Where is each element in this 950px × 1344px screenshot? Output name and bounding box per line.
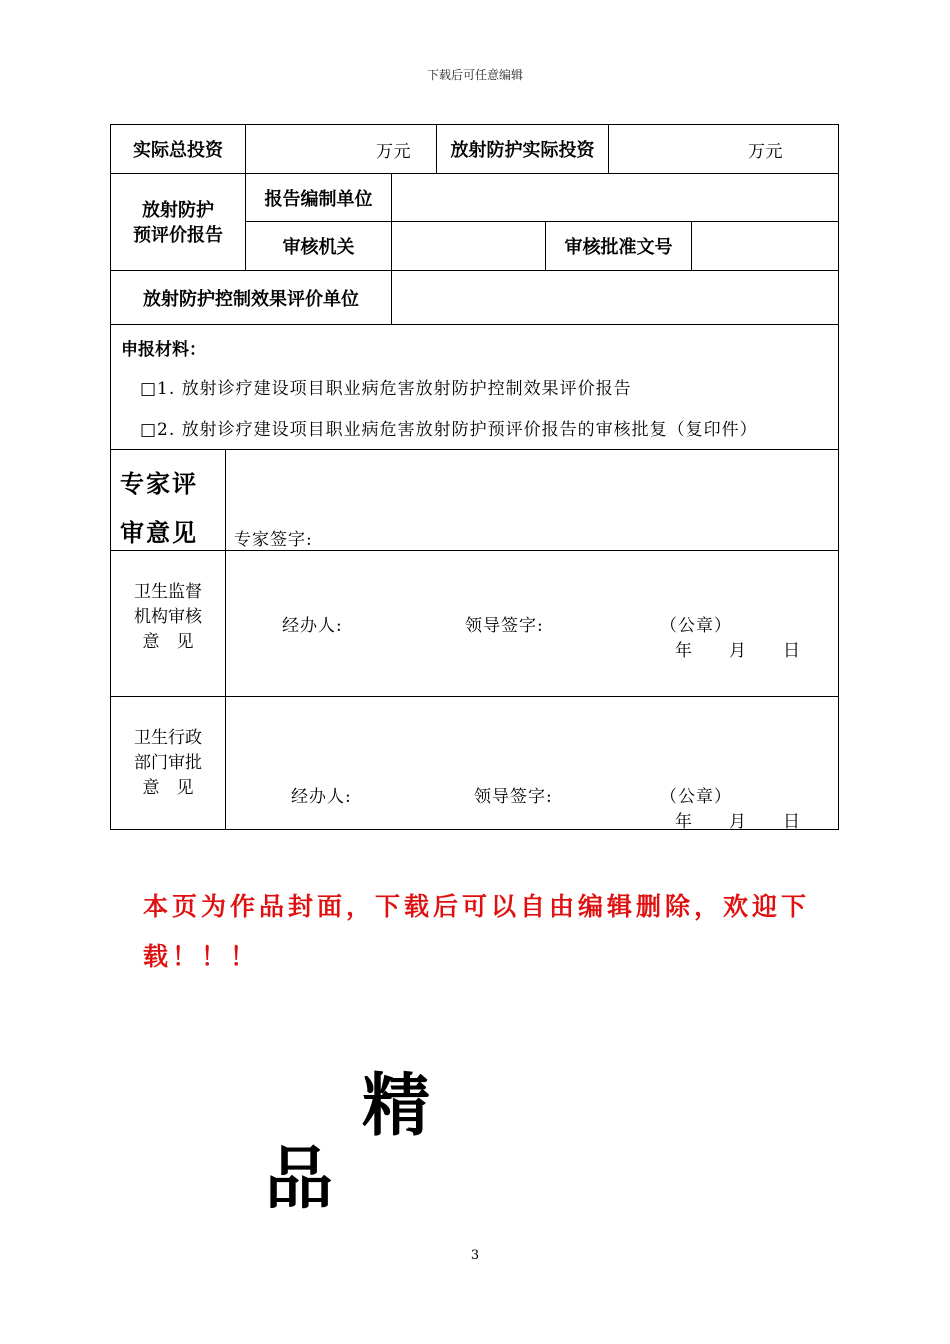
admin-label-line2: 部门审批: [134, 753, 202, 773]
radiation-investment-unit: 万元: [748, 141, 783, 162]
expert-review-label: [120, 460, 198, 558]
material-item-2: □2. 放射诊疗建设项目职业病危害放射防护预评价报告的审核批复（复印件）: [140, 420, 758, 440]
cover-notice-line2: 载！！！: [143, 942, 260, 971]
supervision-label: [111, 580, 225, 655]
audit-org-label: 审核机关: [282, 237, 355, 258]
cover-notice: [143, 882, 833, 982]
big-character-jing: 精: [362, 1067, 431, 1146]
material-item-1: □1. 放射诊疗建设项目职业病危害放射防护控制效果评价报告: [140, 379, 632, 399]
application-form-table: [110, 124, 839, 830]
admin-handler: 经办人:: [291, 787, 352, 807]
admin-seal: （公章）: [660, 787, 732, 807]
admin-date: 年 月 日: [675, 812, 801, 832]
supervision-handler: 经办人:: [282, 616, 343, 636]
page-number: 3: [470, 1248, 480, 1263]
radiation-investment-label: 放射防护实际投资: [450, 140, 595, 161]
admin-label-line1: 卫生行政: [134, 728, 202, 748]
supervision-leader-signature: 领导签字:: [465, 616, 544, 636]
report-unit-label: 报告编制单位: [264, 188, 373, 210]
total-investment-label: 实际总投资: [133, 140, 223, 161]
expert-review-label-line2: 审意见: [120, 519, 198, 547]
cover-notice-line1: 本页为作品封面，下载后可以自由编辑删除，欢迎下: [143, 892, 811, 921]
header-note: 下载后可任意编辑: [426, 68, 523, 82]
control-eval-unit-label: 放射防护控制效果评价单位: [143, 288, 359, 310]
pre-eval-label-line2: 预评价报告: [133, 225, 223, 246]
approval-doc-label: 审核批准文号: [564, 237, 673, 258]
admin-label-line3: 意 见: [142, 778, 194, 798]
total-investment-unit: 万元: [376, 141, 411, 162]
supervision-label-line1: 卫生监督: [134, 582, 202, 602]
expert-review-label-line1: 专家评: [120, 470, 198, 498]
supervision-date: 年 月 日: [675, 641, 801, 661]
pre-eval-label-line1: 放射防护: [142, 200, 214, 221]
big-character-pin: 品: [265, 1140, 334, 1219]
supervision-label-line2: 机构审核: [134, 607, 202, 627]
expert-signature: 专家签字:: [234, 530, 313, 550]
supervision-seal: （公章）: [660, 616, 732, 636]
pre-eval-label: [111, 198, 245, 248]
admin-leader-signature: 领导签字:: [474, 787, 553, 807]
supervision-label-line3: 意 见: [142, 632, 194, 652]
materials-label: 申报材料：: [121, 340, 206, 360]
admin-label: [111, 726, 225, 801]
